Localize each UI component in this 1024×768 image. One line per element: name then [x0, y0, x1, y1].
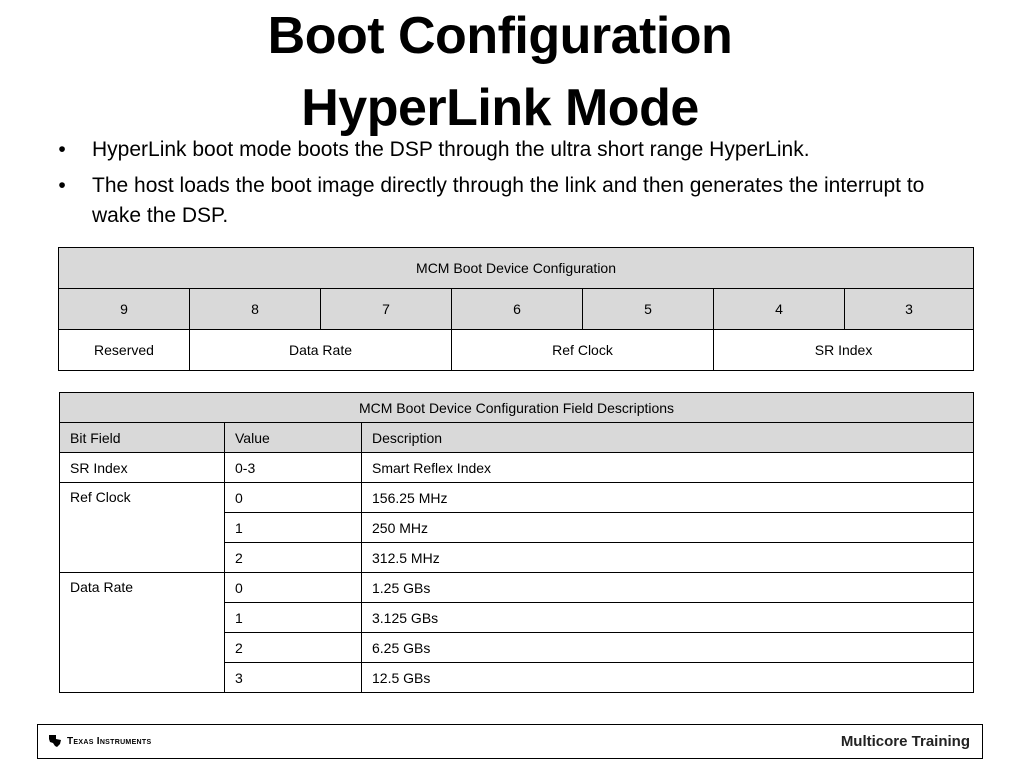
bullet-item	[52, 135, 932, 165]
slide-footer	[37, 724, 983, 759]
bit-field-ref-clock: Ref Clock	[60, 483, 225, 573]
texas-state-icon	[48, 734, 62, 748]
field-cell-ref-clock: Ref Clock	[452, 330, 714, 371]
field-cell-reserved: Reserved	[59, 330, 190, 371]
config-fields-row	[59, 330, 974, 371]
field-descriptions-table	[59, 392, 974, 693]
bit-cell: 3	[845, 289, 974, 330]
bit-cell: 6	[452, 289, 583, 330]
description-cell: Smart Reflex Index	[362, 453, 974, 483]
bit-field-data-rate: Data Rate	[60, 573, 225, 693]
bullet-item	[52, 171, 932, 231]
bullet-list	[52, 135, 932, 237]
bullet-dot-icon: •	[58, 138, 66, 161]
bit-cell: 7	[321, 289, 452, 330]
description-cell: 156.25 MHz	[362, 483, 974, 513]
table-row	[60, 483, 974, 513]
ti-logo-text: Texas Instruments	[67, 735, 152, 747]
config-table-title: MCM Boot Device Configuration	[59, 248, 974, 289]
ti-logo	[48, 734, 151, 748]
header-description: Description	[362, 423, 974, 453]
description-cell: 3.125 GBs	[362, 603, 974, 633]
footer-training-label: Multicore Training	[840, 733, 970, 750]
bit-cell: 5	[583, 289, 714, 330]
value-cell: 0	[225, 483, 362, 513]
value-cell: 1	[225, 603, 362, 633]
desc-title-row	[60, 393, 974, 423]
description-cell: 312.5 MHz	[362, 543, 974, 573]
value-cell: 3	[225, 663, 362, 693]
value-cell: 2	[225, 543, 362, 573]
bullet-text: HyperLink boot mode boots the DSP through the ultra short range HyperLink.	[92, 138, 810, 161]
value-cell: 2	[225, 633, 362, 663]
bit-cell: 4	[714, 289, 845, 330]
table-row	[60, 453, 974, 483]
description-cell: 1.25 GBs	[362, 573, 974, 603]
title-line-1: Boot Configuration	[267, 7, 733, 65]
description-cell: 250 MHz	[362, 513, 974, 543]
field-cell-sr-index: SR Index	[714, 330, 974, 371]
value-cell: 1	[225, 513, 362, 543]
description-cell: 12.5 GBs	[362, 663, 974, 693]
header-bit-field: Bit Field	[60, 423, 225, 453]
header-value: Value	[225, 423, 362, 453]
config-bits-row	[59, 289, 974, 330]
field-cell-data-rate: Data Rate	[190, 330, 452, 371]
bit-field-sr-index: SR Index	[60, 453, 225, 483]
table-row	[60, 573, 974, 603]
config-table	[58, 247, 974, 371]
value-cell: 0	[225, 573, 362, 603]
desc-header-row	[60, 423, 974, 453]
bullet-dot-icon: •	[58, 174, 66, 197]
bit-cell: 9	[59, 289, 190, 330]
title-line-2: HyperLink Mode	[301, 79, 699, 137]
value-cell: 0-3	[225, 453, 362, 483]
slide-title	[0, 0, 1000, 144]
desc-table-title: MCM Boot Device Configuration Field Descriptions	[60, 393, 974, 423]
description-cell: 6.25 GBs	[362, 633, 974, 663]
bit-cell: 8	[190, 289, 321, 330]
config-title-row	[59, 248, 974, 289]
bullet-text: The host loads the boot image directly through the link and then generates the interrupt to wake the DSP.	[92, 174, 925, 227]
